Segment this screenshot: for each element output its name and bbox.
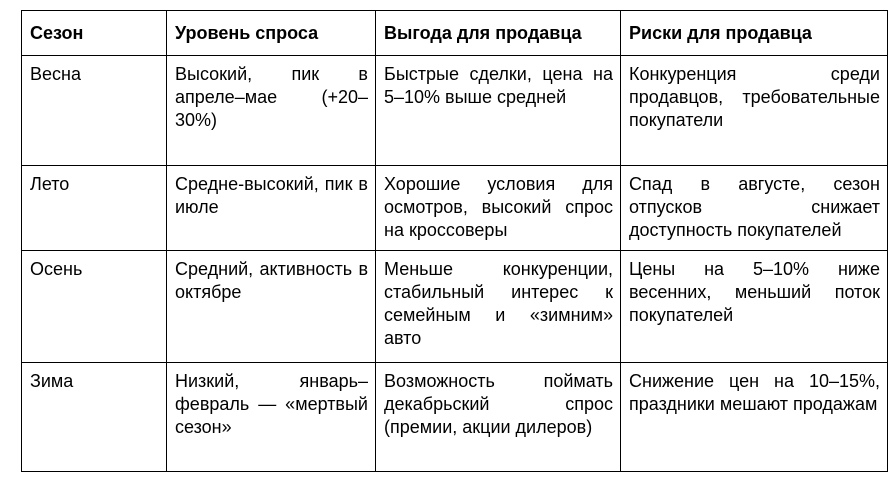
cell-seller-risks: Снижение цен на 10–15%, праздники мешают продажам: [621, 363, 888, 472]
cell-season: Лето: [22, 166, 167, 251]
cell-seller-benefit: Хорошие условия для осмотров, высокий спрос на кроссоверы: [376, 166, 621, 251]
cell-demand-level: Средний, активность в октябре: [167, 251, 376, 363]
cell-season: Весна: [22, 56, 167, 166]
seasonal-demand-table: [21, 10, 888, 472]
header-seller-risks: Риски для продавца: [621, 11, 888, 56]
header-row: [22, 11, 888, 56]
cell-seller-benefit: Быстрые сделки, цена на 5–10% выше средней: [376, 56, 621, 166]
cell-demand-level: Средне-высокий, пик в июле: [167, 166, 376, 251]
table-row: [22, 56, 888, 166]
cell-demand-level: Низкий, январь–февраль — «мертвый сезон»: [167, 363, 376, 472]
header-seller-benefit: Выгода для продавца: [376, 11, 621, 56]
cell-seller-risks: Цены на 5–10% ниже весенних, меньший поток покупателей: [621, 251, 888, 363]
table-row: [22, 251, 888, 363]
cell-season: Зима: [22, 363, 167, 472]
table-row: [22, 166, 888, 251]
header-demand-level: Уровень спроса: [167, 11, 376, 56]
cell-seller-risks: Спад в августе, сезон отпусков снижает доступность покупателей: [621, 166, 888, 251]
cell-seller-benefit: Возможность поймать декабрьский спрос (премии, акции дилеров): [376, 363, 621, 472]
cell-seller-risks: Конкуренция среди продавцов, требовательные покупатели: [621, 56, 888, 166]
cell-seller-benefit: Меньше конкуренции, стабильный интерес к семейным и «зимним» авто: [376, 251, 621, 363]
header-season: Сезон: [22, 11, 167, 56]
cell-season: Осень: [22, 251, 167, 363]
cell-demand-level: Высокий, пик в апреле–мае (+20–30%): [167, 56, 376, 166]
table-row: [22, 363, 888, 472]
